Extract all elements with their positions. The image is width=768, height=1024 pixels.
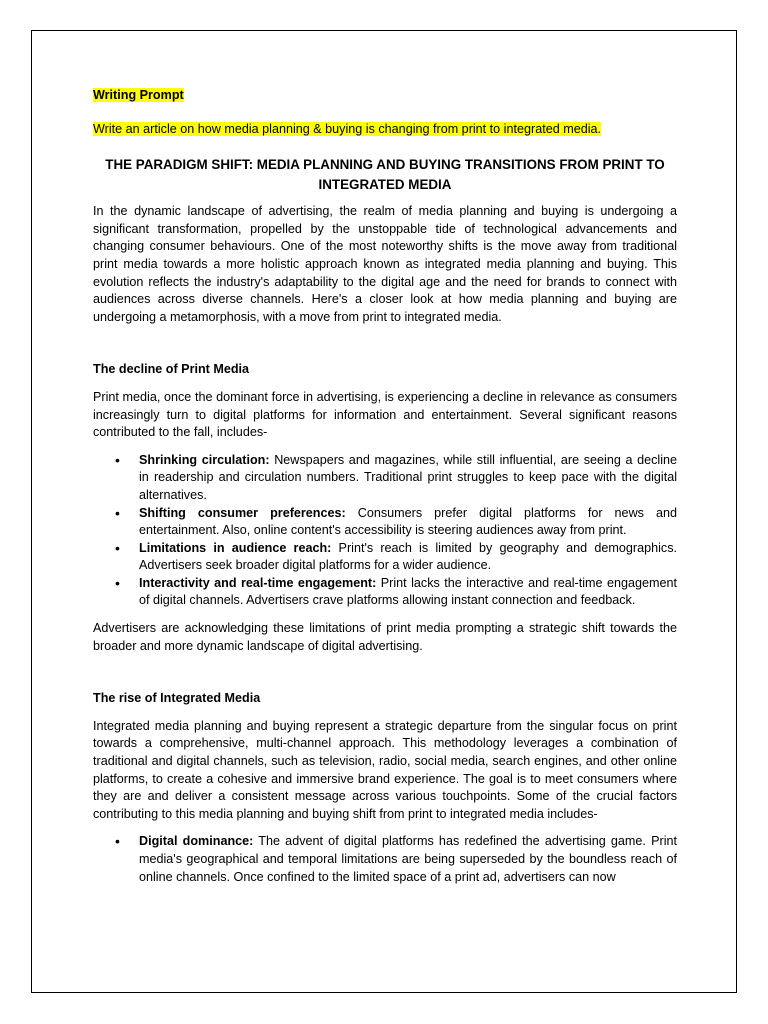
- writing-prompt-text: Write an article on how media planning & buying is changing from print to integrated media.: [93, 121, 601, 136]
- list-item: • Limitations in audience reach: Print's reach is limited by geography and demographics. Advertisers seek broader digital platforms for a wider audience.: [115, 539, 677, 573]
- list-item: • Digital dominance: The advent of digital platforms has redefined the advertising game. Print media's geographical and temporal limitations are being superseded by the boundless reach of online channels. Once confined to the limited space of a print ad, advertisers can now: [115, 833, 677, 884]
- section-heading-integrated-rise: The rise of Integrated Media: [93, 691, 261, 706]
- list-item: • Shrinking circulation: Newspapers and magazines, while still influential, are seeing a decline in readership and circulation numbers. Traditional print struggles to keep pace with the digital alternatives.: [115, 451, 677, 502]
- writing-prompt-label: Writing Prompt: [93, 88, 184, 102]
- bullet-icon: •: [115, 504, 120, 521]
- bullet-icon: •: [115, 451, 120, 468]
- print-decline-list: [93, 452, 677, 610]
- article-title: THE PARADIGM SHIFT: MEDIA PLANNING AND BUYING TRANSITIONS FROM PRINT TO INTEGRATED MEDIA: [105, 157, 665, 193]
- document-page: [31, 30, 737, 993]
- bullet-icon: •: [115, 539, 120, 556]
- section2-paragraph: Integrated media planning and buying represent a strategic departure from the singular focus on print towards a comprehensive, multi-channel approach. This methodology leverages a combination of traditional and digital channels, such as television, radio, social media, search engines, and other online platforms, to create a cohesive and immersive brand experience. The goal is to meet consumers where they are and deliver a consistent message across various touchpoints. Some of the crucial factors contributing to this media planning and buying shift from print to integrated media includes-: [93, 718, 677, 821]
- section-heading-print-decline: The decline of Print Media: [93, 362, 250, 377]
- integrated-factors-list: [93, 833, 677, 886]
- section1-paragraph: Print media, once the dominant force in advertising, is experiencing a decline in relevance as consumers increasingly turn to digital platforms for information and entertainment. Several significant reasons contributed to the fall, includes-: [93, 389, 677, 440]
- list-item: • Shifting consumer preferences: Consumers prefer digital platforms for news and entertainment. Also, online content's accessibility is steering audiences away from print.: [115, 504, 677, 538]
- document-content: [93, 87, 677, 886]
- intro-paragraph: In the dynamic landscape of advertising, the realm of media planning and buying is undergoing a significant transformation, propelled by the unstoppable tide of technological advancements and changing consumer behaviours. One of the most noteworthy shifts is the move away from traditional print media towards a more holistic approach known as integrated media planning and buying. This evolution reflects the industry's adaptability to the digital age and the need for brands to connect with audiences across diverse channels. Here's a closer look at how media planning and buying are undergoing a metamorphosis, with a move from print to integrated media.: [93, 204, 677, 324]
- list-item: • Interactivity and real-time engagement: Print lacks the interactive and real-time engagement of digital channels. Advertisers crave platforms allowing instant connection and feedback.: [115, 574, 677, 608]
- bullet-icon: •: [115, 574, 120, 591]
- section1-closing-paragraph: Advertisers are acknowledging these limitations of print media prompting a strategic shift towards the broader and more dynamic landscape of digital advertising.: [93, 621, 677, 653]
- bullet-icon: •: [115, 833, 120, 850]
